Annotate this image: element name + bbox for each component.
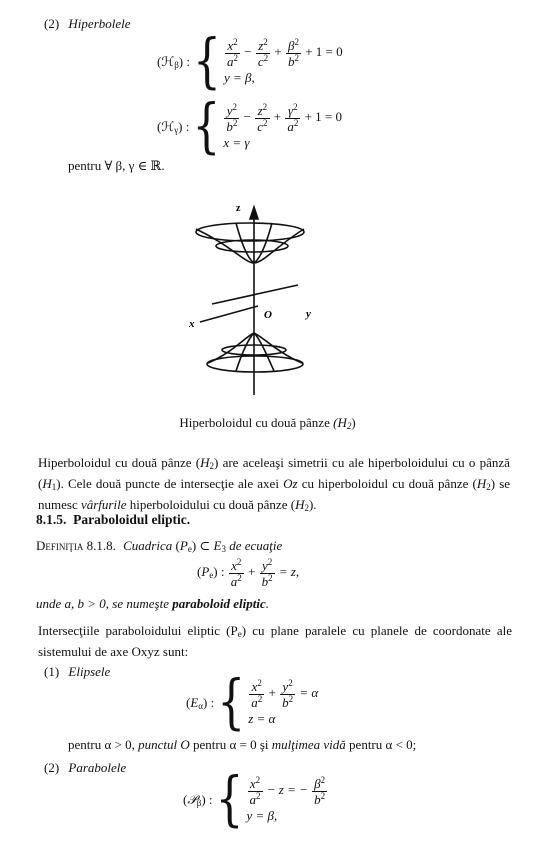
item-parabolas-heading: (2) Parabolele <box>44 760 127 775</box>
definition-label: Definiţia <box>36 538 84 553</box>
system-lines <box>247 776 329 824</box>
definition-line: Definiţia 8.1.8. Cuadrica $(P_e)$ ⊂ $E_3$ de ecuaţie <box>36 538 283 554</box>
system-label: $(E_\alpha)$ : <box>186 695 215 712</box>
system-label: (𝒫$_\beta$) : <box>183 792 213 809</box>
lower-sheet-rim <box>207 356 303 372</box>
system-parabola <box>183 765 328 834</box>
constraint-line: y = β, <box>246 808 278 824</box>
left-brace: { <box>192 27 221 96</box>
item-number: (2) <box>44 16 60 31</box>
constraint-line: y = β, <box>223 70 255 86</box>
equation-line: $\frac{x^2}{a^2}$ − z = − $\frac{\beta^2}{b^2}$ <box>249 775 326 807</box>
x-axis <box>200 306 258 322</box>
system-lines <box>224 38 343 86</box>
system-label: (ℋ$_\beta$) : <box>157 54 190 71</box>
system-lines <box>248 679 318 727</box>
system-label: (ℋ$_\gamma$) : <box>157 119 190 136</box>
z-axis-label: z <box>236 203 241 214</box>
equation-line: $\frac{x^2}{a^2}$ − $\frac{z^2}{c^2}$ + $\frac{\beta^2}{b^2}$ + 1 = 0 <box>226 37 343 69</box>
section-heading: 8.1.5. Paraboloidul eliptic. <box>36 512 191 527</box>
x-axis-label: x <box>189 318 195 330</box>
item-title: Hiperbolele <box>68 16 131 31</box>
equation-line: $\frac{y^2}{b^2}$ − $\frac{z^2}{c^2}$ + $\frac{\gamma^2}{a^2}$ + 1 = 0 <box>226 102 343 134</box>
lower-sheet-meridian <box>236 333 274 371</box>
constraint-line: x = γ <box>223 135 250 151</box>
y-axis-label: y <box>306 308 311 320</box>
system-h-gamma <box>157 92 343 161</box>
forall-text: pentru ∀ β, γ ∈ ℝ. <box>68 158 165 173</box>
left-brace: { <box>217 668 246 737</box>
system-h-beta <box>157 27 343 96</box>
origin-label: O <box>264 309 272 321</box>
paragraph-intersections: Intersecţiile paraboloidului eliptic $(P_e)$ cu plane paralele cu planele de coordonate ale sistemului de axe Oxyz sunt: <box>38 623 512 659</box>
definition-where: unde a, b > 0, se numeşte paraboloid eliptic. <box>36 596 270 611</box>
item-ellipses-heading: (1) Elipsele <box>44 664 111 679</box>
left-brace: { <box>215 765 244 834</box>
paraboloid-equation: $(P_e)$ : $\frac{x^2}{a^2}$ + $\frac{y^2}{b^2}$ = z, <box>197 557 300 589</box>
left-brace: { <box>192 92 221 161</box>
system-lines <box>223 103 342 151</box>
system-ellipse <box>186 668 319 737</box>
hyperboloid-two-sheets-figure <box>0 195 535 415</box>
y-axis <box>212 285 298 304</box>
z-axis-arrow <box>250 207 258 219</box>
upper-sheet-rim <box>196 223 304 241</box>
equation-line: $\frac{x^2}{a^2}$ + $\frac{y^2}{b^2}$ = α <box>251 678 319 710</box>
paragraph-hyperboloid-properties: Hiperboloidul cu două pânze $(H_2)$ are aceleaşi simetrii cu ale hiperboloidului cu o pânză $(H_1)$. Cele două puncte de intersecţie ale axei Oz cu hiperboloidul cu două pânze $(H_2)$ se numesc vârfurile hiperboloidului cu două pânze $(H_2)$. <box>38 455 511 513</box>
ellipse-conditions: pentru α > 0, punctul O pentru α = 0 şi mulţimea vidă pentru α < 0; <box>68 737 417 752</box>
item-hyperbolas-heading <box>44 16 131 32</box>
constraint-line: z = α <box>248 711 276 727</box>
figure-caption: Hiperboloidul cu două pânze $(H_2)$ <box>179 415 356 431</box>
